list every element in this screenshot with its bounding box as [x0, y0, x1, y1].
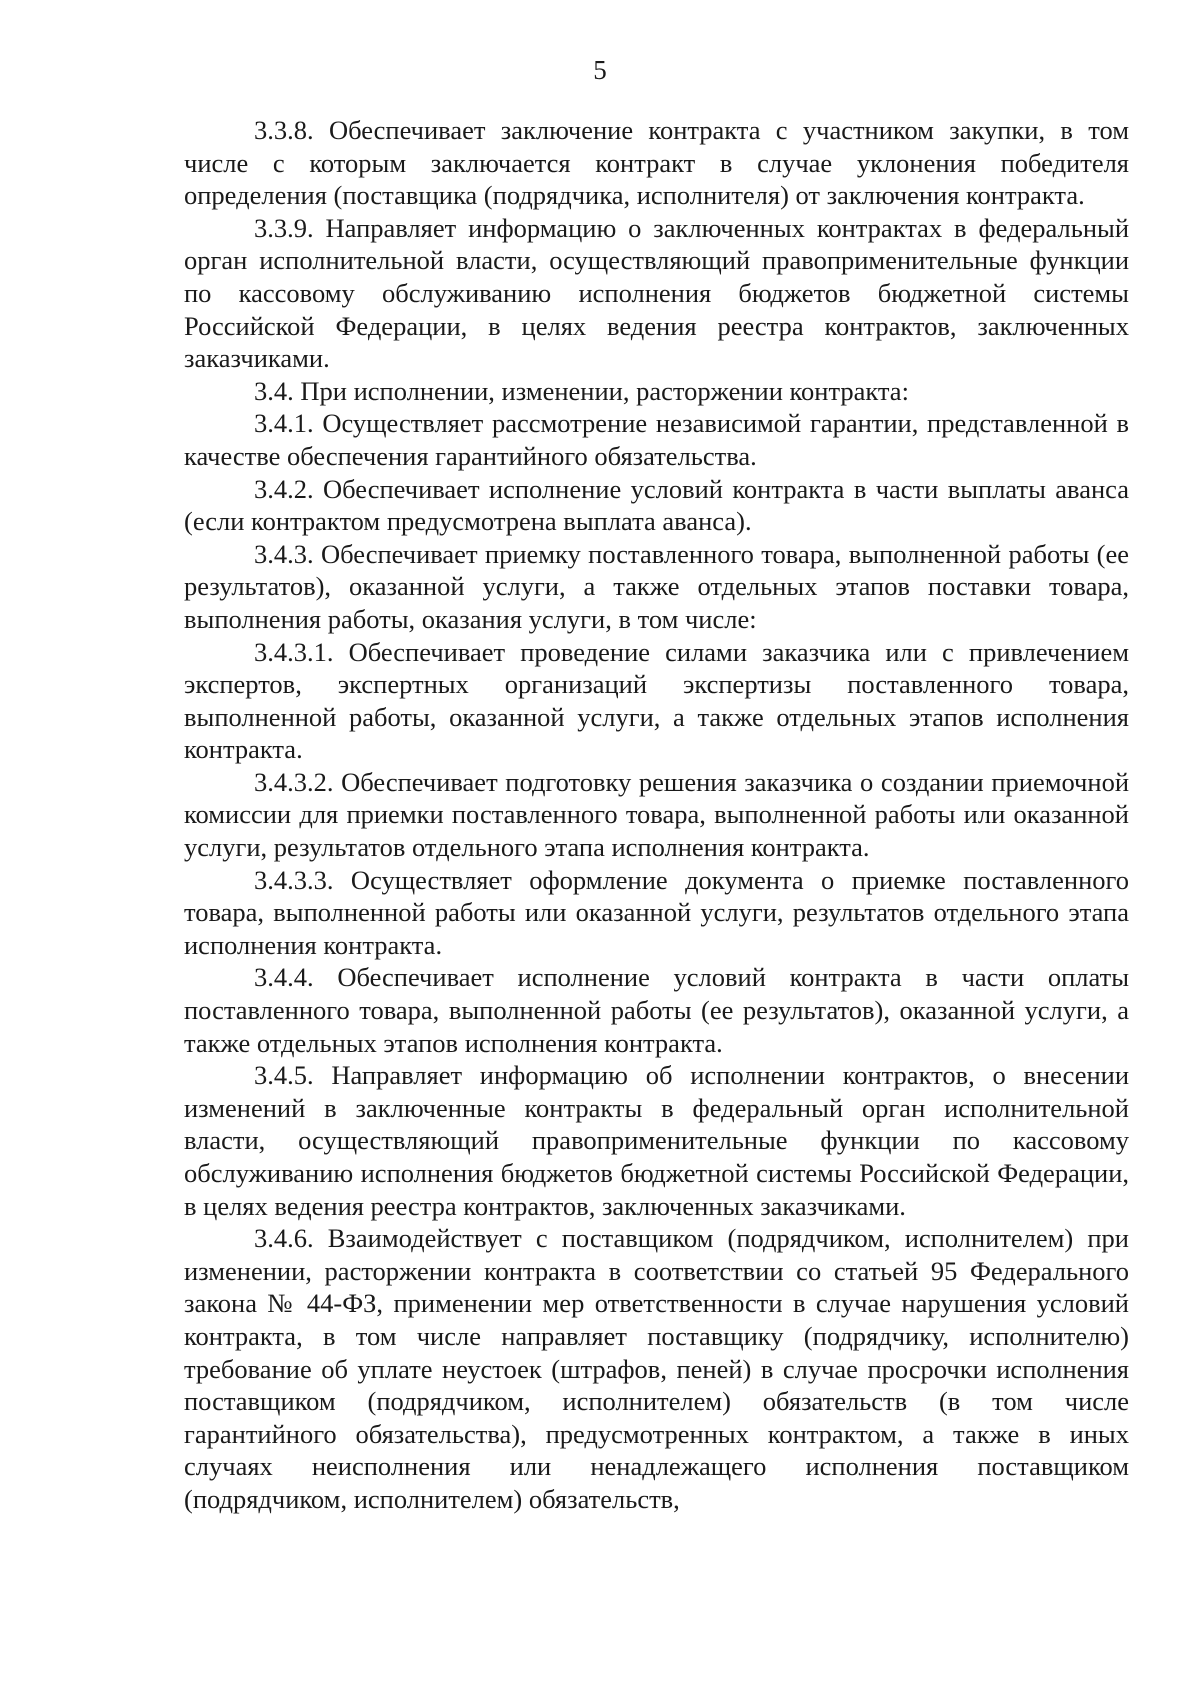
paragraph-3-4-1: 3.4.1. Осуществляет рассмотрение независимой гарантии, представленной в качестве обеспечения гарантийного обязательства. [184, 408, 1129, 471]
document-body [184, 114, 1129, 1516]
page-number: 5 [593, 55, 607, 85]
paragraph-3-4-6: 3.4.6. Взаимодействует с поставщиком (подрядчиком, исполнителем) при изменении, расторжении контракта в соответствии со статьей 95 Федерального закона № 44-ФЗ, применении мер ответственности в случае нарушения условий контракта, в том числе направляет поставщику (подрядчику, исполнителю) требование об уплате неустоек (штрафов, пеней) в случае просрочки исполнения поставщиком (подрядчиком, исполнителем) обязательств (в том числе гарантийного обязательства), предусмотренных контрактом, а также в иных случаях неисполнения или ненадлежащего исполнения поставщиком (подрядчиком, исполнителем) обязательств, [184, 1223, 1129, 1514]
paragraph-3-3-9: 3.3.9. Направляет информацию о заключенных контрактах в федеральный орган исполнительной власти, осуществляющий правоприменительные функции по кассовому обслуживанию исполнения бюджетов бюджетной системы Российской Федерации, в целях ведения реестра контрактов, заключенных заказчиками. [184, 212, 1129, 374]
paragraph-3-4-3-1: 3.4.3.1. Обеспечивает проведение силами заказчика или с привлечением экспертов, экспертных организаций экспертизы поставленного товара, выполненной работы, оказанной услуги, а также отдельных этапов исполнения контракта. [184, 636, 1129, 765]
paragraph-3-4-2: 3.4.2. Обеспечивает исполнение условий контракта в части выплаты аванса (если контрактом предусмотрена выплата аванса). [184, 473, 1129, 537]
paragraph-3-4: 3.4. При исполнении, изменении, расторжении контракта: [254, 375, 909, 406]
paragraph-3-4-5: 3.4.5. Направляет информацию об исполнении контрактов, о внесении изменений в заключенные контракты в федеральный орган исполнительной власти, осуществляющий правоприменительные функции по кассовому обслуживанию исполнения бюджетов бюджетной системы Российской Федерации, в целях ведения реестра контрактов, заключенных заказчиками. [184, 1060, 1129, 1221]
paragraph-3-4-3: 3.4.3. Обеспечивает приемку поставленного товара, выполненной работы (ее результатов), оказанной услуги, а также отдельных этапов поставки товара, выполнения работы, оказания услуги, в том числе: [184, 538, 1129, 634]
paragraph-3-4-3-3: 3.4.3.3. Осуществляет оформление документа о приемке поставленного товара, выполненной работы или оказанной услуги, результатов отдельного этапа исполнения контракта. [184, 864, 1129, 960]
paragraph-3-4-4: 3.4.4. Обеспечивает исполнение условий контракта в части оплаты поставленного товара, выполненной работы (ее результатов), оказанной услуги, а также отдельных этапов исполнения контракта. [184, 962, 1129, 1058]
paragraph-3-4-3-2: 3.4.3.2. Обеспечивает подготовку решения заказчика о создании приемочной комиссии для приемки поставленного товара, выполненной работы или оказанной услуги, результатов отдельного этапа исполнения контракта. [184, 766, 1129, 863]
paragraph-3-3-8: 3.3.8. Обеспечивает заключение контракта с участником закупки, в том числе с которым заключается контракт в случае уклонения победителя определения (поставщика (подрядчика, исполнителя) от заключения контракта. [184, 115, 1129, 211]
